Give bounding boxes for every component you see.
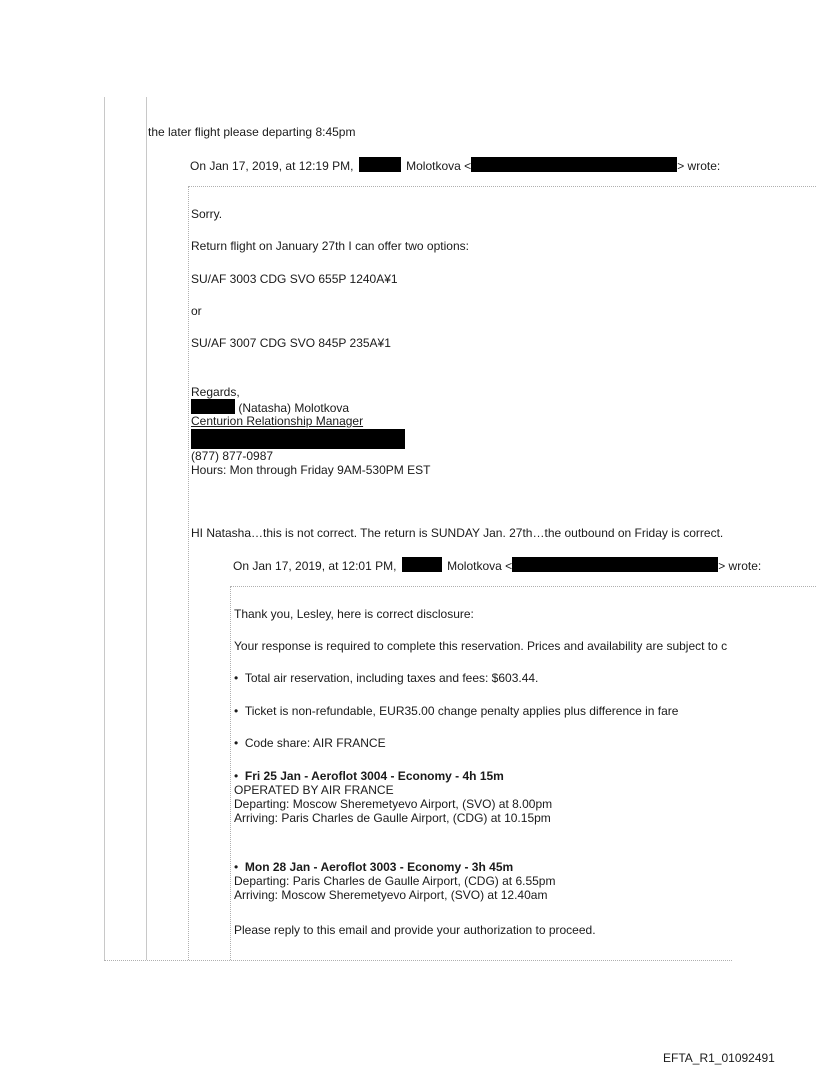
redaction-box — [359, 157, 401, 172]
quote2-left-border — [230, 586, 231, 960]
redaction-box — [191, 429, 405, 449]
reply-top-text: the later flight please departing 8:45pm — [148, 125, 356, 139]
redaction-box — [471, 157, 677, 172]
bullet-icon: • — [234, 860, 239, 874]
quote1-left-border — [188, 186, 189, 960]
signature-title: Centurion Relationship Manager — [191, 414, 364, 428]
flight2-title — [234, 860, 513, 874]
bullet-icon: • — [234, 769, 239, 783]
redaction-box — [191, 399, 235, 414]
quote2-required: Your response is required to complete this reservation. Prices and availability are subject to c — [234, 639, 728, 653]
quote1-top-border — [188, 186, 816, 187]
quote1-sorry: Sorry. — [191, 207, 223, 221]
quote1-header — [190, 157, 720, 173]
bullet-ticket-text: Ticket is non-refundable, EUR35.00 change penalty applies plus difference in fare — [244, 704, 679, 718]
flight1-operated: OPERATED BY AIR FRANCE — [234, 783, 394, 797]
quote2-header-wrote: > wrote: — [718, 559, 762, 573]
quote2-thanks: Thank you, Lesley, here is correct disclosure: — [234, 607, 474, 621]
bullet-icon: • — [234, 704, 239, 718]
reply-request: Please reply to this email and provide your authorization to proceed. — [234, 923, 596, 937]
bullet-total — [234, 671, 538, 685]
outer-bottom-border — [104, 960, 732, 961]
quote1-return-line: Return flight on January 27th I can offer two options: — [191, 239, 469, 253]
quote1-option2: SU/AF 3007 CDG SVO 845P 235A¥1 — [191, 336, 391, 350]
redaction-box — [402, 557, 442, 572]
flight2-title-text: Mon 28 Jan - Aeroflot 3003 - Economy - 3h 45m — [244, 860, 514, 874]
bullet-code-share — [234, 736, 386, 750]
quote1-header-wrote: > wrote: — [677, 159, 721, 173]
quote1-or: or — [191, 304, 202, 318]
quote2-header — [233, 557, 761, 573]
quote1-header-date: On Jan 17, 2019, at 12:19 PM, — [190, 159, 354, 173]
reply-mid-text: HI Natasha…this is not correct. The return is SUNDAY Jan. 27th…the outbound on Friday is correct. — [191, 526, 724, 540]
bullet-code-text: Code share: AIR FRANCE — [244, 736, 386, 750]
signature-name-line — [191, 399, 349, 415]
quote2-top-border — [230, 586, 816, 587]
flight1-depart: Departing: Moscow Sheremetyevo Airport, (SVO) at 8.00pm — [234, 797, 553, 811]
document-id: EFTA_R1_01092491 — [663, 1051, 775, 1065]
outer-left-border — [104, 97, 105, 960]
flight2-arrive: Arriving: Moscow Sheremetyevo Airport, (SVO) at 12.40am — [234, 888, 548, 902]
flight1-arrive: Arriving: Paris Charles de Gaulle Airport, (CDG) at 10.15pm — [234, 811, 551, 825]
signature-redacted-line — [191, 429, 405, 450]
redaction-box — [512, 557, 718, 572]
bullet-ticket — [234, 704, 678, 718]
signature-name: (Natasha) Molotkova — [238, 401, 350, 415]
bullet-icon: • — [234, 671, 239, 685]
flight1-title — [234, 769, 504, 783]
signature-phone: (877) 877-0987 — [191, 449, 274, 463]
bullet-total-text: Total air reservation, including taxes and fees: $603.44. — [244, 671, 539, 685]
flight1-title-text: Fri 25 Jan - Aeroflot 3004 - Economy - 4h 15m — [244, 769, 504, 783]
bullet-icon: • — [234, 736, 239, 750]
quote2-header-name: Molotkova < — [447, 559, 513, 573]
quote1-option1: SU/AF 3003 CDG SVO 655P 1240A¥1 — [191, 272, 398, 286]
quote2-header-date: On Jan 17, 2019, at 12:01 PM, — [233, 559, 397, 573]
flight2-depart: Departing: Paris Charles de Gaulle Airport, (CDG) at 6.55pm — [234, 874, 556, 888]
signature-hours: Hours: Mon through Friday 9AM-530PM EST — [191, 463, 431, 477]
inner-left-border — [146, 97, 147, 960]
signature-regards: Regards, — [191, 385, 240, 399]
quote1-header-name: Molotkova < — [406, 159, 472, 173]
